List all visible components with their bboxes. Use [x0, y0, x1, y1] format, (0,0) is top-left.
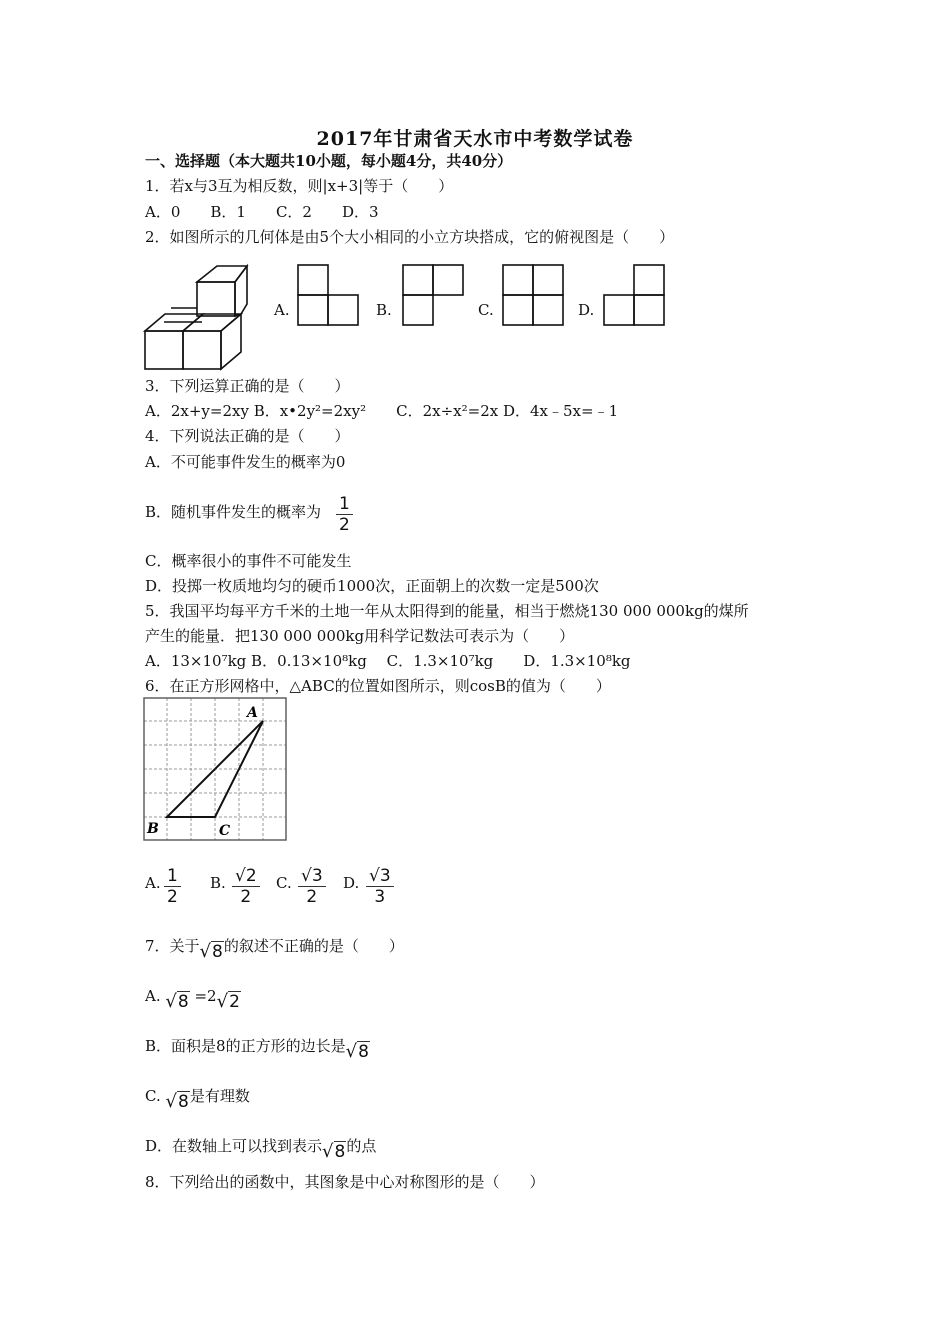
question-4-stem: 4．下列说法正确的是（ ） [145, 427, 350, 445]
fraction-numerator: 1 [336, 494, 353, 515]
point-b-label: B [147, 821, 159, 837]
radicand: 8 [177, 992, 189, 1012]
sqrt-8: √8 [165, 991, 189, 1012]
fraction-denominator: 2 [167, 887, 178, 907]
sqrt-8: √8 [199, 941, 223, 962]
question-2-stem: 2．如图所示的几何体是由5个大小相同的小立方块搭成，它的俯视图是（ ） [145, 228, 675, 246]
q7-option-d-suffix: 的点 [346, 1137, 377, 1155]
question-3-options: A．2x+y=2xy B．x•2y²=2xy² C．2x÷x²=2x D．4x﹣5x=﹣1 [145, 402, 619, 420]
fraction-numerator: √2 [232, 866, 260, 887]
fraction-numerator: √3 [298, 866, 326, 887]
cube-solid-figure [142, 262, 252, 374]
question-1-stem: 1．若x与3互为相反数，则|x+3|等于（ ） [145, 177, 454, 195]
point-c-label: C [219, 823, 231, 839]
section-heading: 一、选择题（本大题共10小题，每小题4分，共40分） [145, 152, 513, 170]
top-view-d [603, 264, 665, 326]
question-5-stem-line-2: 产生的能量．把130 000 000kg用科学记数法可表示为（ ） [145, 627, 575, 645]
question-4-option-d: D．投掷一枚质地均匀的硬币1000次，正面朝上的次数一定是500次 [145, 577, 599, 595]
question-3-stem: 3．下列运算正确的是（ ） [145, 377, 350, 395]
q7-option-b-text: B．面积是8的正方形的边长是 [145, 1037, 346, 1055]
question-7-option-d [145, 1136, 377, 1162]
q7-stem-suffix: 的叙述不正确的是（ ） [223, 937, 404, 955]
q2-option-b-label: B. [376, 301, 392, 319]
question-7-stem [145, 936, 404, 962]
fraction-numerator: 1 [164, 866, 181, 887]
radicand: 8 [334, 1142, 346, 1162]
q7-option-a-label: A. [145, 987, 161, 1005]
q6-option-a-label: A. [145, 874, 161, 892]
fraction-denominator: 2 [306, 887, 318, 907]
fraction-denominator: 2 [339, 515, 350, 535]
sqrt-2: √2 [216, 991, 240, 1012]
page-title: 2017年甘肃省天水市中考数学试卷 [316, 128, 634, 150]
grid-triangle-figure [143, 697, 287, 841]
question-5-stem-line-1: 5．我国平均每平方千米的土地一年从太阳得到的能量，相当于燃烧130 000 000kg的煤所 [145, 602, 749, 620]
question-1-options: A．0 B．1 C．2 D．3 [145, 203, 379, 221]
q6-option-d-label: D. [343, 874, 360, 892]
radicand: 8 [358, 1042, 369, 1062]
q7-option-d-prefix: D．在数轴上可以找到表示 [145, 1137, 323, 1155]
q7-option-c-label: C. [145, 1087, 161, 1105]
question-7-option-a [145, 986, 241, 1012]
radicand: 8 [212, 942, 223, 962]
q6-option-b-label: B. [210, 874, 226, 892]
q7-option-a-equals: =2 [194, 987, 217, 1005]
question-8-stem: 8．下列给出的函数中，其图象是中心对称图形的是（ ） [145, 1173, 545, 1191]
fraction-denominator: 3 [374, 887, 386, 907]
q6-option-b-fraction [232, 866, 260, 907]
top-view-b [402, 264, 464, 326]
radicand: 2 [229, 992, 240, 1012]
q4-fraction-one-half [336, 494, 353, 535]
question-4-option-c: C．概率很小的事件不可能发生 [145, 552, 352, 570]
question-6-stem: 6．在正方形网格中，△ABC的位置如图所示，则cosB的值为（ ） [145, 677, 611, 695]
sqrt-8: √8 [345, 1041, 369, 1062]
question-4-option-b: B．随机事件发生的概率为 [145, 503, 322, 521]
q2-option-a-label: A. [274, 301, 290, 319]
fraction-numerator: √3 [366, 866, 394, 887]
q2-option-c-label: C. [478, 301, 494, 319]
q6-option-a-fraction [164, 866, 181, 907]
q6-option-c-label: C. [276, 874, 292, 892]
radicand: 8 [177, 1092, 189, 1112]
q7-option-c-text: 是有理数 [189, 1087, 250, 1105]
q7-stem-prefix: 7．关于 [145, 937, 200, 955]
q6-option-d-fraction [366, 866, 394, 907]
sqrt-8: √8 [322, 1141, 346, 1162]
question-4-option-a: A．不可能事件发生的概率为0 [145, 453, 346, 471]
top-view-a [297, 264, 359, 326]
sqrt-8: √8 [165, 1091, 189, 1112]
point-a-label: A [247, 705, 258, 721]
top-view-c [502, 264, 564, 326]
question-7-option-b [145, 1036, 370, 1062]
q2-option-d-label: D. [578, 301, 595, 319]
q6-option-c-fraction [298, 866, 326, 907]
fraction-denominator: 2 [240, 887, 252, 907]
question-7-option-c [145, 1086, 250, 1112]
question-5-options: A．13×10⁷kg B．0.13×10⁸kg C．1.3×10⁷kg D．1.3×10⁸kg [145, 652, 631, 670]
